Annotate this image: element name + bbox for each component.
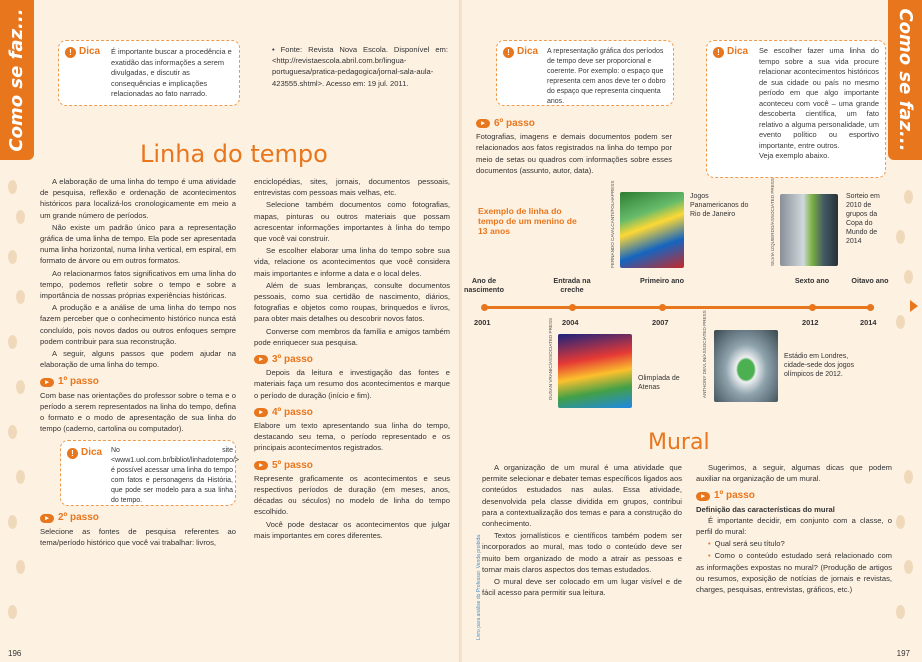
exclamation-icon: !: [67, 448, 78, 459]
photo-jogos-panamericanos: [620, 192, 684, 268]
page-title-linha: Linha do tempo: [140, 140, 328, 168]
caption-estadio: Estádio em Londres, cidade-sede dos jogos olímpicos de 2012.: [784, 353, 855, 378]
dica-box-procedencia: ! Dica É importante buscar a procedência e exatidão das informações a serem divulgadas, e discutir as consequências e implicações relacionadas ao fato narrado.: [58, 40, 240, 106]
footprints-decoration: [8, 170, 26, 662]
timeline-event-label: Oitavo ano: [851, 276, 889, 285]
timeline-marker: [569, 304, 576, 311]
timeline-marker: [481, 304, 488, 311]
dica-box-proporcional: ! Dica A representação gráfica dos períodos de tempo deve ser proporcional e coerente. Por exemplo: o espaço que representa cem anos deve ter o dobro do espaço que representa cinquenta anos.: [496, 40, 674, 106]
page-number-right: 197: [896, 649, 910, 658]
dica-text: É importante buscar a procedência e exatidão das informações a serem divulgadas, e discutir as consequências e implicações relacionadas ao fato narrado.: [111, 47, 232, 98]
left-column-1: A elaboração de uma linha do tempo é uma atividade de pesquisa, reflexão e ordenação de acontecimentos históricos para localizá-los cronologicamente em meio a um grande número de períodos. Não existe um padrão único para a representação gráfica de uma linha de tempo. Ela pode ser apresentada numa linha horizontal, numa linha vertical, em espiral, em formato de árvore ou em outros formatos. Ao relacionarmos fatos significativos em uma linha do tempo, podemos refletir sobre o tempo e sobre a importância de nossas próprias experiências históricas. A produção e a análise de uma linha do tempo nos fazem perceber que o conhecimento histórico nunca está concluído, pois novos dados ou outros enfoques sempre podem contribuir para sua reconstrução. A seguir, alguns passos que podem ajudar na elaboração de uma linha do tempo. ▸ 1º passo Com base nas orientações do professor sobre o tema e o período a serem representados na linha do tempo, defina o formato e o modo de apresentação de sua linha do tempo (caderno, cartolina ou computador). ! Dica No site <www1.uol.com.br/bibliot/linhadotempo/> é possível acessar uma linha do tempo com fatos e personagens da História, que pode ser modelo para a sua linha do tempo. ▸ 2º passo Selecione as fontes de pesquisa referentes ao tema/período histórico que você vai trabalhar: livros,: [40, 177, 240, 547]
photo-credit: FERNANDO CAVALCANTI/FOLHAPRESS: [610, 180, 615, 268]
step-icon: ▸: [40, 514, 54, 523]
timeline-marker: [867, 304, 874, 311]
left-column-2: enciclopédias, sites, jornais, documentos pessoais, entrevistas com pessoas mais velhas, etc. Selecione também documentos como fotografias, mapas, pinturas ou outros materiais que possam acrescentar informações importantes à linha do tempo que você vai construir. Se escolher elaborar uma linha do tempo sobre sua vida, relacione os acontecimentos que você considera mais importantes e informe a data e o local deles. Além de suas lembranças, consulte documentos pessoais, como sua certidão de nascimento, diários, fotografias e objetos como roupas, brinquedos e livros, para obter mais detalhes ou descobrir novos fatos. Converse com membros da família e amigos também pode enriquecer sua pesquisa. ▸ 3º passo Depois da leitura e investigação das fontes e materiais faça um resumo dos acontecimentos e marque o período de duração (início e fim). ▸ 4º passo Elabore um texto apresentando sua linha do tempo, destacando seu tema, o período representado e os principais acontecimentos registrados. ▸ 5º passo Represente graficamente os acontecimentos e seus respectivos períodos de duração (em meses, anos, décadas ou séculos) no modelo de linha do tempo escolhido. Você pode destacar os acontecimentos que julgar mais importantes em cores diferentes.: [254, 177, 450, 540]
step-4-heading: ▸ 4º passo: [254, 407, 450, 418]
step-5-heading: ▸ 5º passo: [254, 460, 450, 471]
timeline-example-title: Exemplo de linha do tempo de um menino de 13 anos: [478, 206, 577, 236]
step-icon: ▸: [696, 492, 710, 501]
dica-box-sua-vida: ! Dica Se escolher fazer uma linha do tempo sobre a sua vida procure relacionar acontecimentos históricos de sua cidade ou país no mesmo período em que algo importante aconteceu com você – uma grande descoberta científica, um fato relativo a alguma personalidade, um evento político ou esportivo importante, entre outros. Veja exemplo abaixo.: [706, 40, 886, 178]
caption-jogos: Jogos Panamericanos do Rio de Janeiro: [690, 193, 749, 218]
timeline-year: 2007: [652, 318, 669, 327]
page-title-mural: Mural: [648, 430, 710, 455]
mural-column-1: A organização de um mural é uma atividade que permite selecionar e debater temas específicos ligados aos conteúdos estudados nas aulas. Essa atividade, desenvolvida pela classe dividida em grupos, contribui para a contextualização dos temas e para a construção do conhecimento. Textos jornalísticos e científicos também podem ser incorporados ao mural, mas todo o conteúdo deve ser muito bem organizado de modo a atrair as pessoas e tornar mais claros aspectos dos temas estudados. O mural deve ser colocado em um lugar visível e de fácil acesso para permitir sua leitura.: [482, 463, 682, 598]
timeline-event-label: Primeiro ano: [640, 276, 684, 285]
source-citation: • Fonte: Revista Nova Escola. Disponível em: <http://revistaescola.abril.com.br/lingua-portuguesa/pratica-pedagogica/jornal-sala-aula-423555.shtml>. Acesso em: 19 jul. 2011.: [272, 45, 448, 88]
exclamation-icon: !: [503, 47, 514, 58]
dica-box-site: ! Dica No site <www1.uol.com.br/bibliot/linhadotempo/> é possível acessar uma linha do tempo com fatos e personagens da História, que pode ser modelo para a sua linha do tempo.: [60, 440, 236, 506]
mural-step-1-heading: ▸ 1º passo: [696, 490, 892, 501]
timeline-event-label: Entrada na creche: [553, 276, 591, 294]
photo-olimpiada-atenas: [558, 334, 632, 408]
timeline-year: 2004: [562, 318, 579, 327]
step-1-heading: ▸ 1º passo: [40, 376, 236, 387]
step-icon: ▸: [476, 119, 490, 128]
step-6-heading: ▸ 6º passo: [476, 118, 672, 129]
step-2-heading: ▸ 2º passo: [40, 512, 236, 523]
photo-credit: SILVIA IZQUIERDO/ASSOCIATED PRESS: [770, 178, 775, 266]
timeline-year: 2001: [474, 318, 491, 327]
photo-credit: DUSAN VRANIC/ASSOCIATED PRESS: [548, 317, 553, 400]
exclamation-icon: !: [65, 47, 76, 58]
timeline-event-label: Sexto ano: [794, 276, 830, 285]
timeline-year: 2014: [860, 318, 877, 327]
step-icon: ▸: [254, 355, 268, 364]
right-page: [462, 0, 922, 662]
photo-credit: ANTHONY DEVLIN/ASSOCIATED PRESS: [702, 310, 707, 398]
mural-column-2: Sugerimos, a seguir, algumas dicas que podem auxiliar na organização de um mural. ▸ 1º passo Definição das características do mural É importante decidir, em conjunto com a classe, o perfil do mural: • Qual será seu título? • Como o conteúdo estudado será relacionado com as informações expostas no mural? (Produção de artigos ou resumos, exposição de notícias de jornais e revistas, charges, pesquisas, entrevistas, gráficos, etc.): [696, 462, 892, 596]
left-page: [0, 0, 460, 662]
section-tab-right: Como se faz...: [888, 0, 922, 160]
caption-olimpiada: Olimpíada de Atenas: [638, 375, 680, 391]
timeline-year: 2012: [802, 318, 819, 327]
photo-sorteio-copa: [780, 194, 838, 266]
photo-estadio-londres: [714, 330, 778, 402]
section-tab-left: Como se faz...: [0, 0, 34, 160]
step-6-block: ▸ 6º passo Fotografias, imagens e demais documentos podem ser relacionados aos fatos registrados na linha do tempo por meio de setas ou quadros com informações sobre esses documentos (assunto, autor, data).: [476, 118, 672, 175]
footprints-decoration: [896, 170, 914, 662]
step-icon: ▸: [254, 461, 268, 470]
timeline-marker: [809, 304, 816, 311]
step-icon: ▸: [254, 408, 268, 417]
exclamation-icon: !: [713, 47, 724, 58]
caption-sorteio: Sorteio em 2010 de grupos da Copa do Mundo de 2014: [846, 193, 880, 245]
page-number-left: 196: [8, 649, 22, 658]
vertical-note: Livro para análise do Professor. Venda proibida.: [476, 533, 482, 640]
chevron-right-icon: [910, 300, 918, 312]
timeline-event-label: Ano de nascimento: [464, 276, 504, 294]
step-3-heading: ▸ 3º passo: [254, 354, 450, 365]
timeline-marker: [659, 304, 666, 311]
step-icon: ▸: [40, 378, 54, 387]
